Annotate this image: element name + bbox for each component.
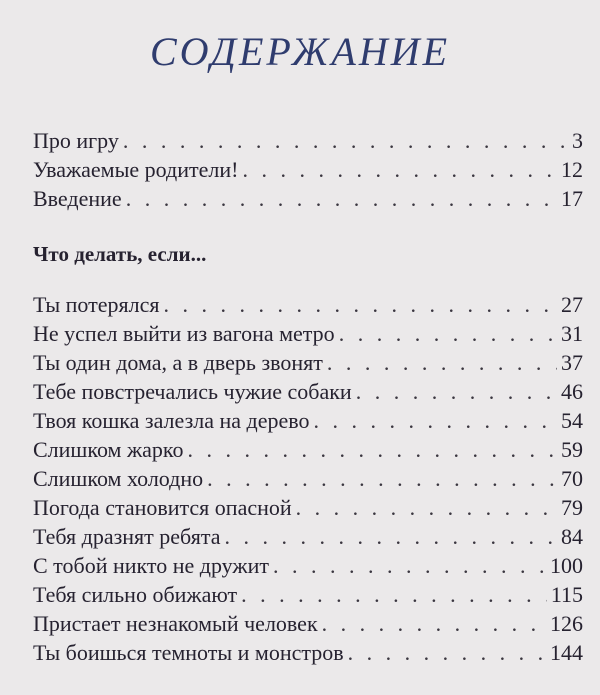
toc-entry [33,493,583,522]
toc-entry-label: Твоя кошка залезла на дерево [33,408,310,433]
toc-leader-dots [273,551,546,580]
toc-entry [33,155,583,184]
toc-leader-dots [123,126,568,155]
toc-entry-page: 100 [550,553,583,578]
toc-entry-page: 115 [550,582,583,607]
toc-leader-dots [224,522,557,551]
toc-entry [33,551,583,580]
toc-leader-dots [314,406,557,435]
toc-entry-label: Слишком жарко [33,437,184,462]
toc-entry-label: С тобой никто не дружит [33,553,269,578]
toc-entry-page: 54 [561,408,583,433]
toc-entry-label: Пристает незнакомый человек [33,611,318,636]
toc-entry-label: Ты потерялся [33,292,160,317]
toc-entry-label: Слишком холодно [33,466,204,491]
toc-entry [33,319,583,348]
toc-leader-dots [327,348,557,377]
toc-main-list [33,290,583,667]
toc-intro-list [33,126,583,213]
toc-entry-label: Ты боишься темноты и монстров [33,640,344,665]
toc-leader-dots [163,290,557,319]
toc-entry-label: Погода становится опасной [33,495,292,520]
toc-entry [33,580,583,609]
toc-entry [33,464,583,493]
toc-entry-page: 3 [572,128,583,153]
toc-entry-label: Тебя дразнят ребята [33,524,221,549]
toc-entry-page: 79 [561,495,583,520]
toc-entry [33,184,583,213]
toc-leader-dots [126,184,557,213]
toc-entry-page: 31 [561,321,583,346]
toc-entry-label: Введение [33,186,122,211]
toc-entry-page: 126 [550,611,583,636]
section-heading: Что делать, если... [33,242,207,266]
toc-entry-page: 17 [561,186,583,211]
toc-entry [33,377,583,406]
toc-entry-page: 12 [561,157,583,182]
toc-entry [33,609,583,638]
toc-leader-dots [187,435,557,464]
toc-leader-dots [296,493,557,522]
toc-entry-page: 70 [561,466,583,491]
toc-entry [33,522,583,551]
toc-leader-dots [348,638,546,667]
toc-entry-page: 46 [561,379,583,404]
toc-entry [33,435,583,464]
page-title: СОДЕРЖАНИЕ [149,29,451,74]
toc-leader-dots [322,609,546,638]
toc-leader-dots [356,377,557,406]
toc-entry-label: Уважаемые родители! [33,157,239,182]
toc-entry-page: 84 [561,524,583,549]
toc-entry-label: Не успел выйти из вагона метро [33,321,335,346]
toc-entry-label: Ты один дома, а в дверь звонят [33,350,323,375]
toc-entry-page: 144 [550,640,583,665]
toc-leader-dots [242,155,557,184]
toc-entry [33,290,583,319]
toc-entry-page: 59 [561,437,583,462]
toc-entry [33,638,583,667]
toc-leader-dots [241,580,547,609]
toc-leader-dots [207,464,557,493]
toc-leader-dots [339,319,557,348]
toc-entry-label: Про игру [33,128,119,153]
toc-entry-label: Тебя сильно обижают [33,582,238,607]
toc-entry [33,348,583,377]
toc-entry [33,126,583,155]
toc-entry [33,406,583,435]
toc-entry-page: 27 [561,292,583,317]
toc-entry-label: Тебе повстречались чужие собаки [33,379,352,404]
toc-entry-page: 37 [561,350,583,375]
